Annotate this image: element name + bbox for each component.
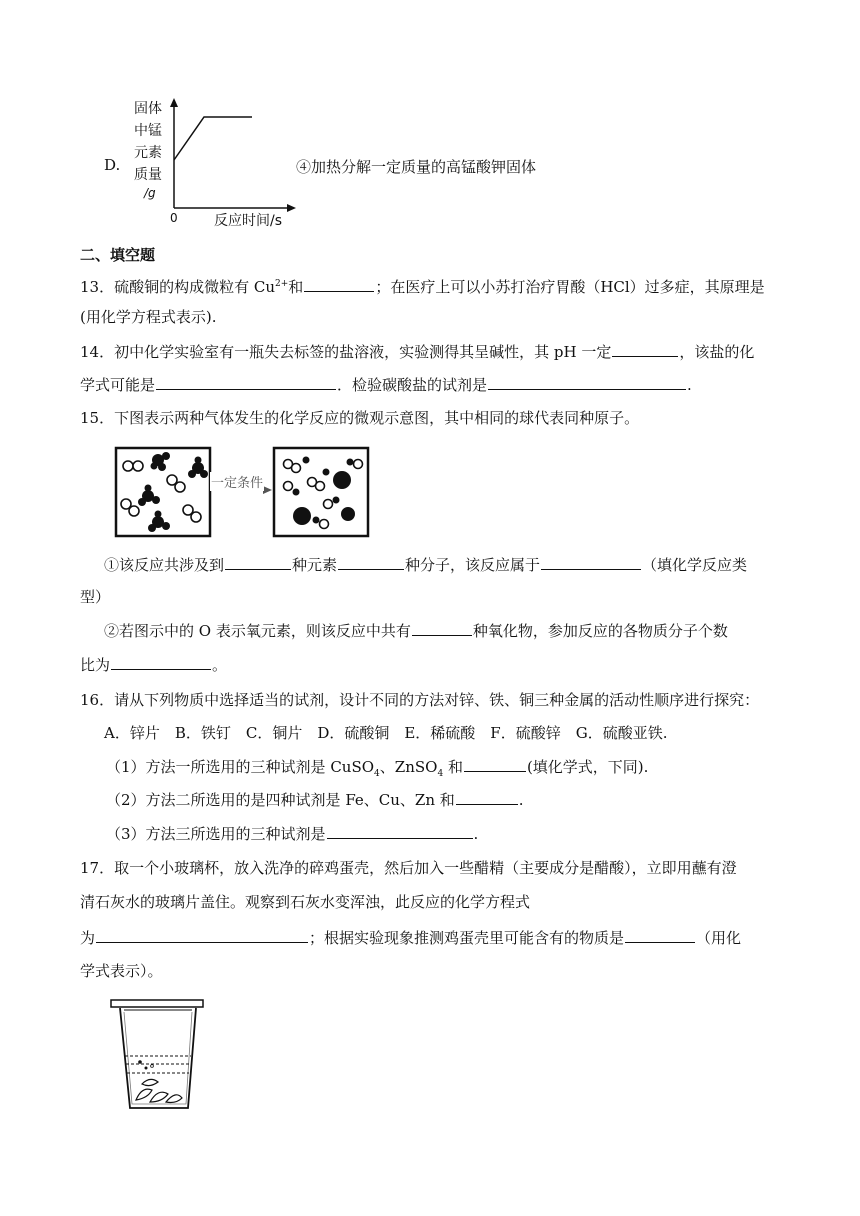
glass-cup-illustration xyxy=(110,998,210,1112)
answer-blank[interactable] xyxy=(612,341,678,357)
answer-blank[interactable] xyxy=(488,374,686,390)
reaction-condition-label: 一定条件 xyxy=(210,472,264,491)
question-15-sub2: ②若图示中的 O 表示氧元素，则该反应中共有 种氧化物，参加反应的各物质分子个数 xyxy=(104,622,728,640)
answer-blank[interactable] xyxy=(456,789,518,805)
question-17-line3: 为 ；根据实验现象推测鸡蛋壳里可能含有的物质是 （用化 xyxy=(80,929,742,947)
x-axis-label: 反应时间/s xyxy=(214,213,283,229)
question-16-options: A．锌片 B．铁钉 C．铜片 D．硫酸铜 E．稀硫酸 F．硫酸锌 G．硫酸亚铁. xyxy=(104,724,668,742)
y-axis-label: 固体 中锰 元素 质量 /g xyxy=(134,101,162,200)
question-15-sub1-cont: 型） xyxy=(80,588,111,606)
option-d-letter: D. xyxy=(104,156,121,174)
question-16-method1: （1）方法一所选用的三种试剂是 CuSO$_4$、ZnSO$_4$ 和 (填化学式，下同). xyxy=(106,758,649,779)
answer-blank[interactable] xyxy=(111,654,211,670)
answer-blank[interactable] xyxy=(625,927,695,943)
answer-blank[interactable] xyxy=(96,927,308,943)
question-16: 16．请从下列物质中选择适当的试剂，设计不同的方法对锌、铁、铜三种金属的活动性顺序进行探究： xyxy=(80,691,760,709)
answer-blank[interactable] xyxy=(156,374,336,390)
answer-blank[interactable] xyxy=(338,554,404,570)
question-17-line4: 学式表示）。 xyxy=(80,962,163,980)
answer-blank[interactable] xyxy=(541,554,641,570)
question-17: 17．取一个小玻璃杯，放入洗净的碎鸡蛋壳，然后加入一些醋精（主要成分是醋酸），立即用蘸有澄 xyxy=(80,859,737,877)
question-17-line2: 清石灰水的玻璃片盖住。观察到石灰水变浑浊，此反应的化学方程式 xyxy=(80,893,531,911)
section-title: 二、填空题 xyxy=(80,246,156,264)
question-14-line2: 学式可能是 ．检验碳酸盐的试剂是 . xyxy=(80,376,692,394)
answer-blank[interactable] xyxy=(464,756,526,772)
question-13: 13．硫酸铜的构成微粒有 $Cu^{2+}$和 ；在医疗上可以小苏打治疗胃酸（HCl）过多症，其原理是 xyxy=(80,278,765,296)
reaction-micro-diagram xyxy=(112,444,372,540)
question-15-sub1: ①该反应共涉及到 种元素 种分子，该反应属于 （填化学反应类 xyxy=(104,556,748,574)
question-14: 14．初中化学实验室有一瓶失去标签的盐溶液，实验测得其呈碱性，其 pH 一定 ，该盐的化 xyxy=(80,343,755,361)
question-15-sub2-cont: 比为 。 xyxy=(80,656,228,674)
question-13-line2: (用化学方程式表示). xyxy=(80,308,217,326)
answer-blank[interactable] xyxy=(225,554,291,570)
option-d-description: ④加热分解一定质量的高锰酸钾固体 xyxy=(296,158,537,176)
option-d xyxy=(0,0,860,240)
answer-blank[interactable] xyxy=(327,823,473,839)
question-15: 15．下图表示两种气体发生的化学反应的微观示意图，其中相同的球代表同种原子。 xyxy=(80,409,640,427)
question-16-method2: （2）方法二所选用的是四种试剂是 Fe、Cu、Zn 和 . xyxy=(106,791,524,809)
question-16-method3: （3）方法三所选用的三种试剂是 . xyxy=(106,825,479,843)
answer-blank[interactable] xyxy=(412,620,472,636)
origin-label: 0 xyxy=(170,211,178,225)
answer-blank[interactable] xyxy=(304,276,374,292)
